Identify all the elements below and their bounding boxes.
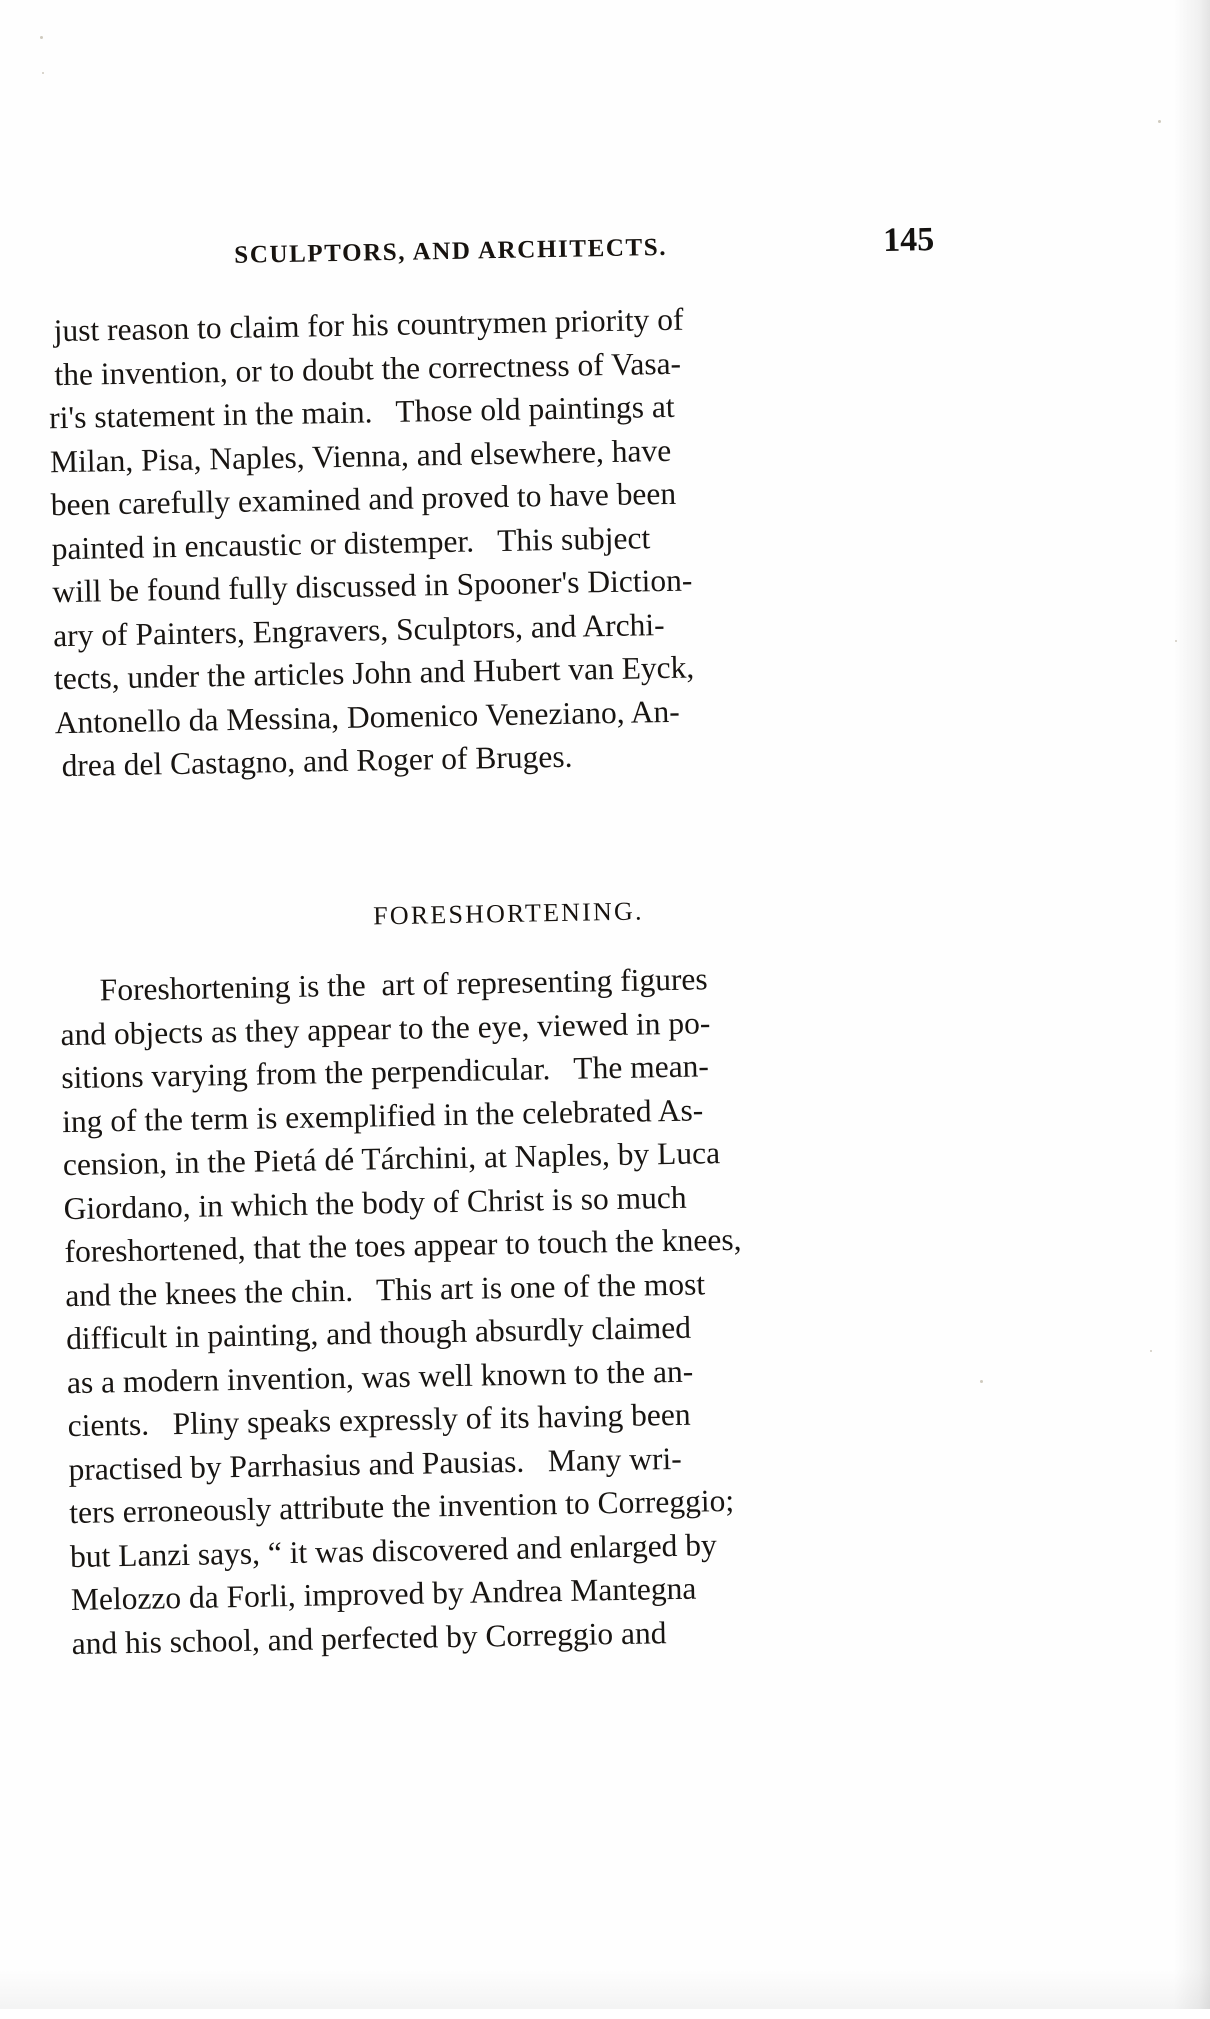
text-line: sitions varying from the perpendicular. The mean- bbox=[61, 1048, 710, 1096]
paragraph-block-2 bbox=[59, 953, 972, 1665]
page-number: 145 bbox=[882, 221, 935, 259]
text-line: just reason to claim for his countrymen priority of bbox=[53, 301, 684, 349]
text-line: but Lanzi says, “ it was discovered and enlarged by bbox=[69, 1526, 718, 1574]
text-line: and the knees the chin. This art is one of the most bbox=[65, 1265, 706, 1313]
text-line: ary of Painters, Engravers, Sculptors, and Archi- bbox=[52, 606, 665, 653]
text-line: painted in encaustic or distemper. This subject bbox=[51, 519, 651, 566]
text-line: the invention, or to doubt the correctness of Vasa- bbox=[54, 345, 682, 392]
text-line: ters erroneously attribute the invention to Correggio; bbox=[68, 1482, 735, 1531]
text-line: ri's statement in the main. Those old paintings at bbox=[48, 388, 675, 436]
text-line: will be found fully discussed in Spooner's Diction- bbox=[52, 562, 693, 610]
text-line: as a modern invention, was well known to the an- bbox=[66, 1353, 694, 1400]
text-line: cients. Pliny speaks expressly of its having been bbox=[67, 1396, 691, 1444]
text-line: Milan, Pisa, Naples, Vienna, and elsewhere, have bbox=[49, 432, 672, 479]
section-heading: FORESHORTENING. bbox=[372, 896, 644, 931]
text-line: Foreshortening is the art of representing figures bbox=[99, 961, 708, 1008]
page-header bbox=[234, 221, 935, 272]
text-line: practised by Parrhasius and Pausias. Many wri- bbox=[68, 1440, 682, 1487]
text-line: drea del Castagno, and Roger of Bruges. bbox=[61, 738, 573, 784]
text-line: tects, under the articles John and Hubert van Eyck, bbox=[53, 649, 695, 697]
paragraph-block-1 bbox=[47, 293, 956, 788]
text-line: and objects as they appear to the eye, viewed in po- bbox=[60, 1004, 711, 1052]
text-line: cension, in the Pietá dé Tárchini, at Naples, by Luca bbox=[62, 1135, 721, 1183]
text-line: been carefully examined and proved to have been bbox=[50, 475, 677, 523]
text-line: Melozzo da Forli, improved by Andrea Mantegna bbox=[70, 1570, 697, 1618]
text-line: Giordano, in which the body of Christ is so much bbox=[63, 1179, 687, 1226]
text-line: foreshortened, that the toes appear to touch the knees, bbox=[64, 1221, 742, 1270]
running-head: SCULPTORS, AND ARCHITECTS. bbox=[234, 233, 668, 269]
text-line: and his school, and perfected by Correggio and bbox=[71, 1614, 667, 1661]
text-line: Antonello da Messina, Domenico Veneziano, An- bbox=[54, 693, 680, 740]
text-line: difficult in painting, and though absurdly claimed bbox=[65, 1309, 692, 1357]
text-line: ing of the term is exemplified in the celebrated As- bbox=[61, 1091, 704, 1139]
